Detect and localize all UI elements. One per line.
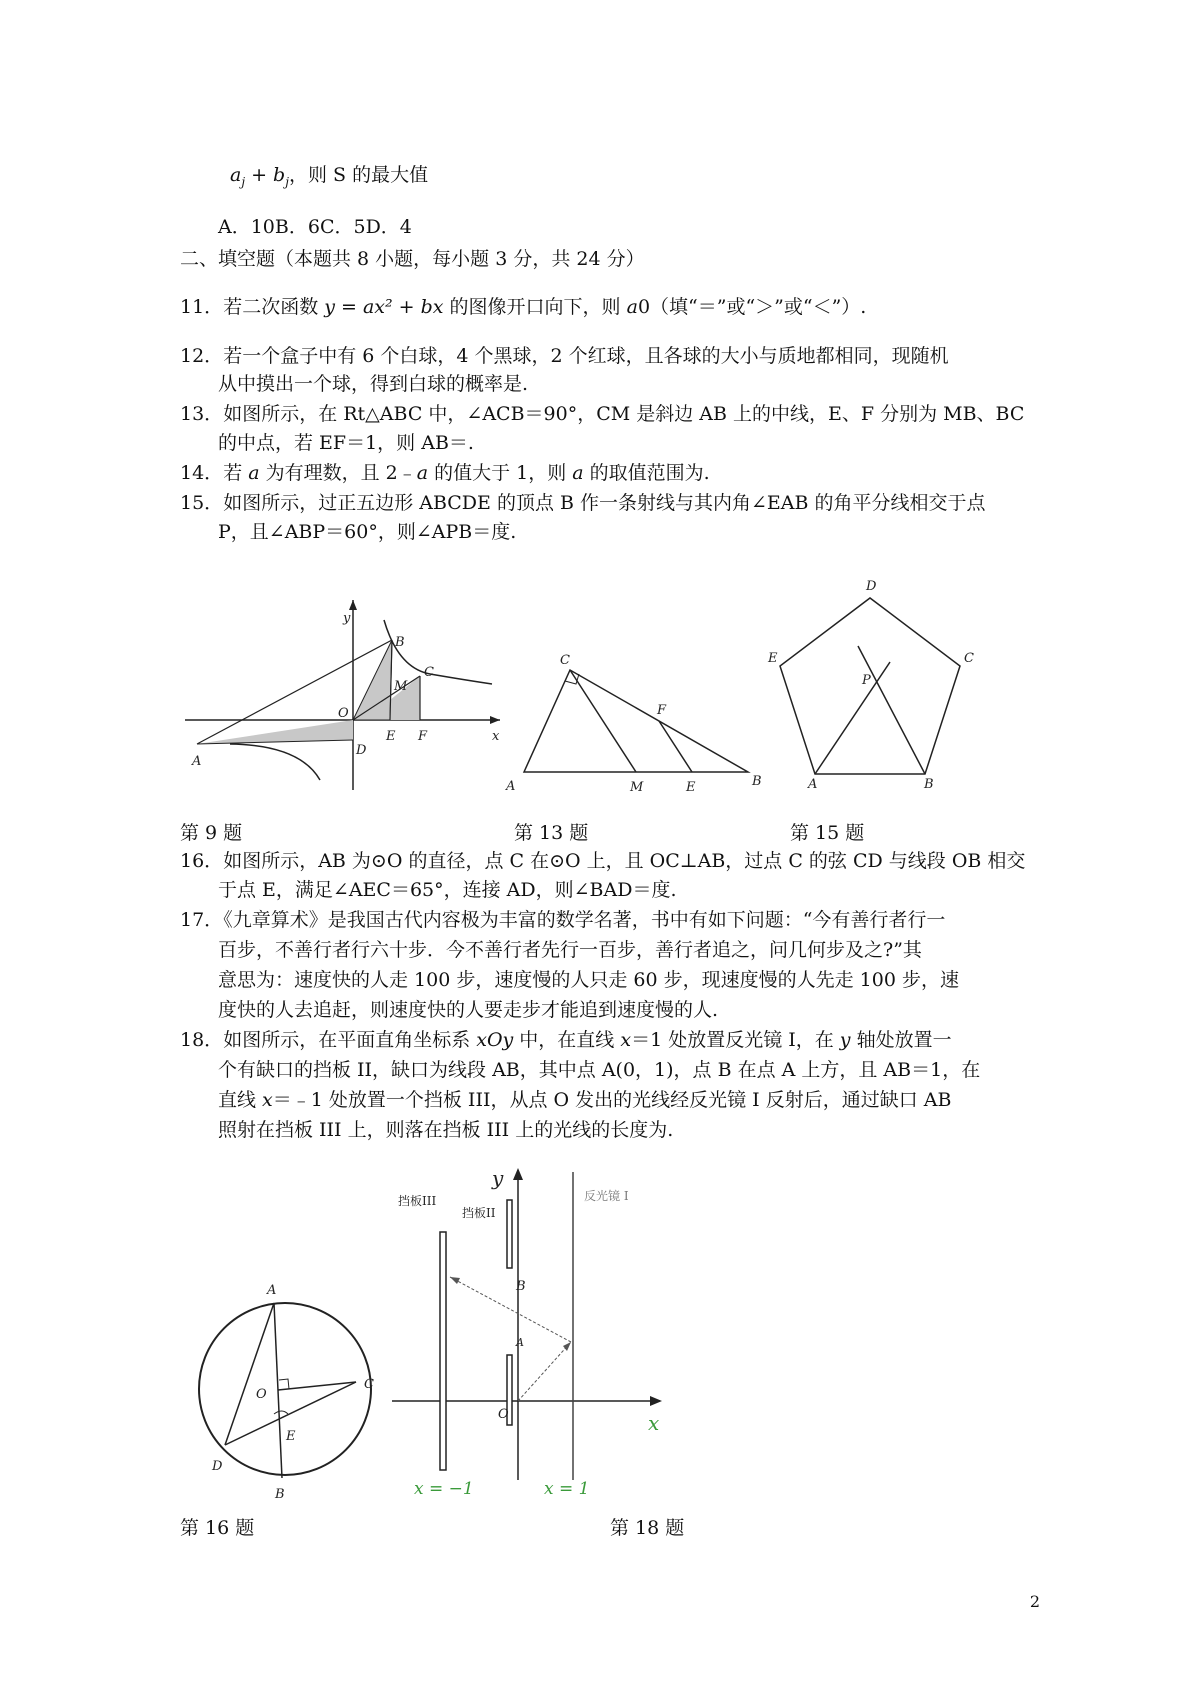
q18-x2: x <box>262 1089 273 1111</box>
fig18-label-x: x <box>648 1411 660 1435</box>
fig15-label-B: B <box>924 777 934 792</box>
fig9-label-C: C <box>424 665 434 680</box>
q18-y: y <box>839 1029 851 1051</box>
q16-text1: 如图所示，AB 为⊙O 的直径，点 C 在⊙O 上，且 OC⊥AB，过点 C 的弦 CD 与线段 OB 相交 <box>223 850 1026 872</box>
fig16-ad <box>225 1303 274 1445</box>
caption-fig15: 第 15 题 <box>790 822 865 844</box>
fig18-label-y: y <box>492 1166 504 1190</box>
q12-text1: 若一个盒子中有 6 个白球，4 个黑球，2 个红球，且各球的大小与质地都相同，现随机 <box>223 345 949 367</box>
fig13-label-M: M <box>630 780 644 795</box>
q15-text1: 如图所示，过正五边形 ABCDE 的顶点 B 作一条射线与其内角∠EAB 的角平分线相交于点 <box>223 492 986 514</box>
fig13-label-E: E <box>686 780 696 795</box>
q18-text1c: ＝1 处放置反光镜 I，在 <box>631 1029 840 1051</box>
fig9-label-A: A <box>192 754 202 769</box>
fig9-label-F: F <box>418 729 428 744</box>
fig16-oc <box>278 1382 356 1390</box>
figure-13 <box>506 590 770 795</box>
fig9-label-B: B <box>395 635 405 650</box>
q15-line2: P，且∠ABP＝60°，则∠APB＝度. <box>218 521 517 543</box>
q14 <box>180 460 710 486</box>
fig16-label-D: D <box>212 1459 223 1474</box>
q10-sub-j1: j <box>241 174 246 189</box>
fig16-right-angle <box>279 1379 289 1389</box>
fig18-label-B: B <box>516 1279 526 1294</box>
q13-num: 13． <box>180 403 224 425</box>
figure-15 <box>770 570 990 800</box>
fig16-label-O: O <box>256 1387 267 1402</box>
q18-text1a: 如图所示，在平面直角坐标系 <box>223 1029 477 1051</box>
q10-formula-a: a <box>230 164 242 186</box>
q11-post2: 0（填“＝”或“＞”或“＜”）. <box>637 296 867 318</box>
q12-line1 <box>180 343 949 369</box>
q10-text: ，则 S 的最大值 <box>288 164 429 186</box>
fig18-board-2-upper <box>507 1200 512 1268</box>
fig15-ray-ap <box>815 662 890 774</box>
q11-pre: 若二次函数 <box>223 296 325 318</box>
q18-x1: x <box>620 1029 632 1051</box>
q16-line2: 于点 E，满足∠AEC＝65°，连接 AD，则∠BAD＝度. <box>218 879 677 901</box>
fig15-label-C: C <box>964 651 974 666</box>
fig16-angle-arc <box>274 1411 288 1414</box>
q18-line1 <box>180 1027 952 1053</box>
q18-text1d: 轴处放置一 <box>850 1029 952 1051</box>
q11 <box>180 294 866 320</box>
fig16-diameter-ab <box>274 1303 282 1478</box>
q14-mid2: 的值大于 1，则 <box>428 462 573 484</box>
fig16-label-E: E <box>286 1429 296 1444</box>
fig13-triangle <box>524 670 748 772</box>
fig9-label-E: E <box>386 729 396 744</box>
figure-18 <box>390 1160 680 1500</box>
fig15-label-D: D <box>866 579 877 594</box>
fig18-label-board2: 挡板II <box>462 1206 496 1220</box>
q14-var: a <box>248 462 260 484</box>
q18-line3 <box>218 1087 951 1113</box>
q10-tail <box>230 162 428 195</box>
q18-text3a: 直线 <box>218 1089 263 1111</box>
q17-text1: 《九章算术》是我国古代内容极为丰富的数学名著，书中有如下问题：“今有善行者行一 <box>223 909 946 931</box>
q18-text3b: ＝﹣1 处放置一个挡板 III，从点 O 发出的光线经反光镜 I 反射后，通过缺口 AB <box>272 1089 952 1111</box>
fig9-shade-obe <box>353 640 392 720</box>
figure-9 <box>180 590 500 810</box>
q10-sub-j2: j <box>285 174 289 189</box>
fig18-label-mirror: 反光镜 I <box>584 1189 629 1203</box>
q10-options: A．10B．6C．5D．4 <box>218 216 412 238</box>
q17-line2: 百步，不善行者行六十步．今不善行者先行一百步，善行者追之，问几何步及之?”其 <box>218 939 922 961</box>
fig18-ray-2 <box>450 1277 571 1342</box>
fig18-y-arrow <box>513 1168 523 1180</box>
fig15-label-E: E <box>768 651 778 666</box>
q13-text1: 如图所示，在 Rt△ABC 中，∠ACB＝90°，CM 是斜边 AB 上的中线，E、F 分别为 MB、BC <box>223 403 1025 425</box>
fig9-label-M: M <box>394 679 408 694</box>
fig18-label-O: O <box>498 1407 509 1422</box>
q12-num: 12． <box>180 345 224 367</box>
q13-line2: 的中点，若 EF＝1，则 AB＝. <box>218 432 474 454</box>
q14-var3: a <box>572 462 584 484</box>
q18-line4: 照射在挡板 III 上，则落在挡板 III 上的光线的长度为. <box>218 1119 674 1141</box>
fig18-x-arrow <box>650 1396 662 1406</box>
q18-xoy: xOy <box>476 1029 514 1051</box>
q17-line3: 意思为：速度快的人走 100 步，速度慢的人只走 60 步，现速度慢的人先走 100 步，速 <box>218 969 959 991</box>
q14-num: 14． <box>180 462 224 484</box>
fig18-label-x1: x = 1 <box>544 1479 590 1499</box>
fig18-label-xm1: x = −1 <box>414 1479 474 1499</box>
fig15-label-A: A <box>808 777 818 792</box>
fig9-x-arrow <box>490 716 500 724</box>
fig13-cm <box>570 670 636 772</box>
fig13-label-F: F <box>657 703 667 718</box>
q11-var: a <box>626 296 638 318</box>
fig9-label-y: y <box>343 611 351 626</box>
fig15-ray-bp <box>858 646 925 774</box>
q16-num: 16． <box>180 850 224 872</box>
fig13-label-A: A <box>506 779 516 794</box>
q15-line1 <box>180 490 986 516</box>
figure-16 <box>190 1270 390 1500</box>
q11-post: 的图像开口向下，则 <box>443 296 627 318</box>
fig13-label-C: C <box>560 653 570 668</box>
fig18-ray-1 <box>518 1342 571 1401</box>
q11-formula: y = ax² + bx <box>324 296 444 318</box>
q14-pre: 若 <box>223 462 249 484</box>
q12-line2: 从中摸出一个球，得到白球的概率是. <box>218 373 529 395</box>
fig15-label-P: P <box>862 673 871 688</box>
q18-text1b: 中，在直线 <box>513 1029 621 1051</box>
q18-num: 18． <box>180 1029 224 1051</box>
fig9-label-O: O <box>338 706 349 721</box>
fig9-y-arrow <box>349 600 357 610</box>
q17-num: 17． <box>180 909 224 931</box>
caption-fig16: 第 16 题 <box>180 1517 255 1539</box>
q17-line1 <box>180 907 945 933</box>
q16-line1 <box>180 848 1025 874</box>
q17-line4: 度快的人去追赶，则速度快的人要走步才能追到速度慢的人. <box>218 999 719 1021</box>
page-number: 2 <box>1029 1592 1040 1611</box>
q10-formula-plus: + b <box>245 164 286 186</box>
fig16-label-C: C <box>364 1377 374 1392</box>
fig16-label-B: B <box>275 1487 285 1502</box>
fig16-label-A: A <box>267 1283 277 1298</box>
q18-line2: 个有缺口的挡板 II，缺口为线段 AB，其中点 A(0，1)，点 B 在点 A 上方，且 AB＝1，在 <box>218 1059 981 1081</box>
fig9-label-x: x <box>492 729 500 744</box>
caption-fig18: 第 18 题 <box>610 1517 685 1539</box>
q14-post: 的取值范围为. <box>583 462 710 484</box>
fig18-label-A: A <box>516 1336 524 1349</box>
q14-var2: a <box>416 462 429 484</box>
caption-fig9: 第 9 题 <box>180 822 243 844</box>
q15-num: 15． <box>180 492 224 514</box>
fig9-hyperbola-right <box>384 620 492 684</box>
fig13-ef <box>659 721 692 772</box>
fig18-board-3 <box>440 1232 446 1470</box>
caption-fig13: 第 13 题 <box>514 822 589 844</box>
q14-mid: 为有理数，且 2﹣ <box>259 462 417 484</box>
q13-line1 <box>180 401 1024 427</box>
fig9-label-D: D <box>356 743 367 758</box>
fig18-label-board3: 挡板III <box>398 1194 437 1208</box>
fig13-label-B: B <box>752 774 762 789</box>
section2-title: 二、填空题（本题共 8 小题，每小题 3 分，共 24 分） <box>180 248 645 270</box>
fig9-hyperbola-left <box>230 744 320 780</box>
q11-num: 11． <box>180 296 224 318</box>
